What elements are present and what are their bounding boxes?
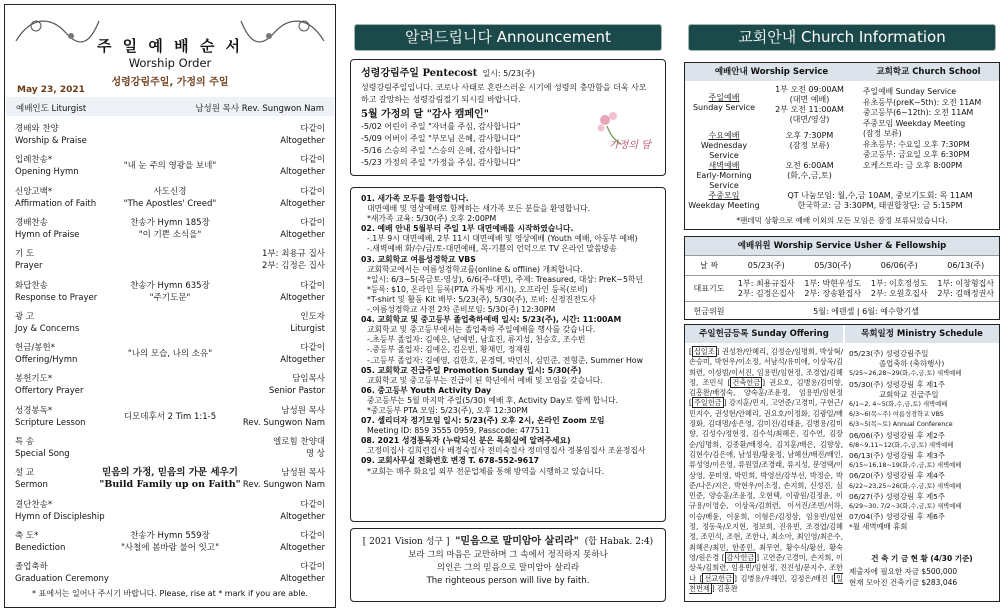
- worship-item: [15, 121, 325, 151]
- worship-item-leader: Liturgist: [290, 323, 325, 334]
- worship-item-leader: 남성원 목사: [281, 468, 325, 479]
- worship-item: [15, 152, 325, 182]
- schedule-item: 6/3~6(목~주) 여름성경학교 VBS: [849, 411, 944, 419]
- vision-label: [ 2021 Vision 성구 ]: [362, 537, 450, 547]
- usher-heading: 예배위원 Worship Service Usher & Fellowship: [685, 237, 999, 255]
- vision-ref: (합 Habak. 2:4): [584, 537, 654, 547]
- building-fund: [849, 553, 995, 588]
- service-name-en: Early-Morning Service: [696, 171, 752, 190]
- church-school-item: 오케스트라: 금 오후 8:00PM: [863, 160, 963, 170]
- announcement-line: -.중등부 졸업자: 김예은, 김은빈, 황재민, 정재원: [367, 345, 531, 355]
- worship-item-leader: 다같이: [300, 530, 325, 541]
- worship-item-leader: 다같이: [300, 280, 325, 291]
- offering-heading: 주일헌금등록 Sunday Offering: [685, 325, 843, 343]
- announcement-heading: 03. 교회학교 여름성경학교 VBS: [361, 254, 476, 264]
- church-school-item: 중고등부(6~12th): 오전 11AM: [863, 108, 974, 117]
- flower-icon: [591, 108, 653, 158]
- schedule-list: [849, 349, 995, 533]
- worship-item: [15, 497, 325, 527]
- church-info-panel: [680, 4, 1004, 608]
- family-month-title: 5월 가정의 달 "감사 캠페인": [361, 109, 489, 120]
- offering-name-list: 김병용/우해민, 김정은/배진: [740, 573, 828, 583]
- schedule-item: 06/20(주) 성령강림 후 제4주: [849, 471, 945, 481]
- worship-item-ko: 입례찬송*: [15, 155, 53, 166]
- service-time: (화,수,금,토): [787, 171, 832, 180]
- worship-item-en: Affirmation of Faith: [15, 198, 97, 209]
- pentecost-date: 일시: 5/23(주): [482, 69, 536, 78]
- worship-item-en: Worship & Praise: [15, 136, 87, 146]
- worship-item: [15, 215, 325, 245]
- pentecost-box: [350, 59, 666, 176]
- worship-item-en: Scripture Lesson: [15, 417, 86, 428]
- offering-box: [684, 324, 1000, 602]
- worship-item-ko: 특 송: [15, 437, 35, 447]
- announcement-panel: [344, 4, 672, 608]
- schedule-item: 06/13(주) 성령강림 후 제3주: [849, 451, 945, 461]
- worship-item-detail: 찬송가 Hymn 635장: [130, 280, 210, 291]
- worship-item-leader: Altogether: [280, 355, 325, 366]
- announcement-line: 대면예배 및 영상예배로 함께하는 새가족 모든 분들을 환영합니다.: [367, 204, 591, 214]
- building-fund-goal: 제출자에 필요한 자금 $500,000: [849, 567, 958, 576]
- pentecost-title: 성령강림주일 Pentecost: [361, 68, 478, 79]
- weekday-name-en: Weekday Meeting: [688, 201, 760, 210]
- worship-item-leader: Rev. Sungwon Nam: [242, 417, 325, 428]
- worship-item-detail: "Build Family up on Faith": [99, 479, 241, 491]
- service-time: (잠정 보류): [789, 141, 830, 150]
- usher-cell: [933, 276, 1000, 302]
- worship-item-en: Hymn of Praise: [15, 229, 80, 240]
- worship-item-leader: Altogether: [280, 136, 325, 146]
- worship-item-leader: Altogether: [280, 292, 325, 303]
- family-month-item: -5/09 어버이 주일 "부모님 은혜, 감사합니다": [361, 134, 521, 143]
- worship-item-en: Sermon: [15, 480, 48, 491]
- service-name-ko: 수요예배: [708, 131, 740, 140]
- offering-name-list: 고연준/고경미, 손지희, 이상욱/김희련, 임용빈/임현정, 진진성/문지수, 조한나: [689, 552, 843, 583]
- usher-col-header: 06/06(주): [866, 256, 933, 276]
- schedule-item: 06/06(주) 성령강림 후 제2주: [849, 430, 945, 440]
- schedule-item: 05/30(주) 성령강림 후 제1주: [849, 379, 945, 389]
- church-info-banner: 교회안내 Church Information: [688, 24, 996, 51]
- worship-item-leader: 엘로힘 찬양대: [273, 437, 325, 447]
- worship-item-en: Benediction: [15, 542, 66, 553]
- service-time: 1부 오전 09:00AM: [775, 85, 844, 94]
- worship-item-en: Joy & Concerns: [15, 323, 80, 334]
- church-school-item: (잠정 보류): [863, 129, 902, 138]
- worship-item-leader: 1부: 최용규 집사: [262, 249, 325, 260]
- worship-item-ko: 봉헌기도*: [15, 374, 53, 385]
- usher-cell: [733, 276, 800, 302]
- worship-item-detail: "나의 모습, 나의 소유": [127, 349, 213, 360]
- worship-item-ko: 화답찬송: [15, 280, 48, 291]
- announcement-heading: 05. 교회학교 진급주일 Promotion Sunday 일시: 5/30(주): [361, 365, 582, 375]
- worship-service-heading: 예배안내 Worship Service: [685, 63, 858, 81]
- liturgist-row: [6, 97, 334, 116]
- worship-item: [15, 434, 325, 464]
- offering-tag: 감사헌금: [726, 552, 755, 562]
- schedule-item: 교회학교 진급주일: [879, 389, 939, 399]
- offering-tag: 주일헌금: [693, 398, 722, 408]
- church-school-item: 유초등부(preK~5th): 오전 11AM: [863, 97, 982, 107]
- worship-item-leader: 다같이: [300, 124, 325, 134]
- schedule-item: 07/04(주) 성령강림 후 제6주: [849, 512, 945, 522]
- announcement-heading: 01. 새가족 모두를 환영합니다.: [361, 194, 469, 203]
- worship-item: [15, 559, 325, 589]
- family-month-item: -5/02 어린이 주일 "자녀를 주심, 감사합니다": [361, 122, 521, 131]
- service-name-en: Wednesday Service: [700, 141, 748, 160]
- schedule-item: *월 새벽예배 휴회: [849, 522, 908, 532]
- schedule-item: 6/8~9,11~12(화,수,금,토) 새벽예배: [849, 441, 954, 449]
- usher-col-header: 05/30(주): [800, 256, 867, 276]
- usher-box: [684, 236, 1000, 320]
- announcement-line: Meeting ID: 859 3555 0959, Passcode: 477511: [367, 426, 550, 436]
- usher-name: 2부: 김정은집사: [737, 288, 795, 298]
- usher-name: 1부: 최용규집사: [737, 278, 795, 288]
- worship-item-leader: 다같이: [300, 155, 325, 166]
- worship-item-en: Prayer: [15, 261, 43, 272]
- service-time: 오후 7:30PM: [785, 131, 834, 140]
- announcement-line: -.1부 9시 대면예배, 2부 11시 대면예배 및 영상예배 (Youth 예배, 아동부 예배): [367, 234, 638, 244]
- vision-title: "믿음으로 말미암아 살리라": [455, 536, 579, 547]
- pandemic-notice: *팬데믹 상황으로 예배 이외의 모든 모임은 잠정 보류되었습니다.: [736, 216, 948, 225]
- worship-item-detail: "사철에 봄바람 불어 잇고": [120, 542, 220, 553]
- church-school-item: 주중모임 Weekday Meeting: [863, 118, 966, 128]
- worship-item: [15, 465, 325, 495]
- worship-item-leader: 다같이: [300, 217, 325, 228]
- usher-name: 2부: 김해정권사: [937, 288, 995, 298]
- worship-item-leader: Senior Pastor: [268, 386, 325, 397]
- pentecost-body: 성령강림주일입니다. 코로나 사태로 혼란스러운 시기에 성령의 충만함을 더욱 사모하고 갈망하는 성령강림절기 되시길 바랍니다.: [361, 83, 647, 104]
- church-school-list: [863, 87, 995, 171]
- worship-item-leader: 다같이: [300, 186, 325, 197]
- usher-name: 2부: 장송환집사: [804, 288, 862, 298]
- worship-item-en: Special Song: [15, 449, 70, 459]
- service-time: (대면 예배): [789, 95, 830, 104]
- worship-item-leader: Altogether: [280, 574, 325, 585]
- worship-item: [15, 278, 325, 308]
- worship-item: [15, 184, 325, 214]
- offering-usher: 5월: 에덴셀 | 6월: 예수향기셀: [733, 302, 999, 322]
- usher-cell: [866, 276, 933, 302]
- announcement-line: *새가족 교육: 5/30(주) 오후 2:00PM: [367, 214, 497, 224]
- worship-item-detail: "주기도문": [149, 292, 191, 303]
- schedule-item: 6/22~23,25~26(화,수,금,토) 새벽예배: [849, 482, 962, 490]
- vision-box: [350, 528, 666, 602]
- worship-item-ko: 졸업축하: [15, 562, 48, 573]
- worship-item: [15, 528, 325, 558]
- building-fund-title: 건 축 기 금 현 황 (4/30 기준): [871, 554, 973, 563]
- schedule-heading: 목회일정 Ministry Schedule: [845, 325, 999, 343]
- church-school-item: 주일예배 Sunday Service: [863, 87, 957, 96]
- church-school-item: 중고등부: 금요일 오후 6:30PM: [863, 150, 970, 159]
- worship-item-detail: 찬송가 Hymn 185장: [130, 217, 210, 228]
- worship-order-panel: [4, 4, 336, 608]
- worship-item-leader: 남성원 목사: [281, 405, 325, 416]
- church-school-item: 유초등부: 수요일 오후 7:30PM: [863, 139, 970, 149]
- worship-item-leader: 다같이: [300, 499, 325, 510]
- worship-item-ko: 광 고: [15, 311, 35, 322]
- offering-name-list: 권성찬/안혜리, 김정순/임명희, 박상혁/손승미, 박현우/이소정, 서남석/유미애, 이상욱/김희련, 이성범/이서진, 임용빈/임현정, 조경엽/김혜정, 조민석: [689, 347, 843, 387]
- offering-name-list: 권요호, 김병용/김미향, 김흥완/배정숙, 양숙훈/조윤정, 임용빈/임현정: [689, 377, 844, 398]
- liturgist-label: 예배인도 Liturgist: [16, 104, 87, 114]
- announcement-line: -.여름성경학교 사전 2차 준비모임: 5/30(주) 12:30PM: [367, 305, 556, 315]
- announcement-heading: 06. 중고등부 Youth Activity Day: [361, 385, 492, 395]
- usher-row-label: 대표기도: [685, 276, 733, 302]
- service-time: (대면/영상): [789, 115, 830, 124]
- offering-tag: 십일조: [693, 347, 715, 356]
- family-month-item: -5/23 가정의 주일 "가정을 주심, 감사합니다": [361, 158, 521, 167]
- offering-tag: 일천번제: [689, 573, 844, 593]
- announcement-heading: 09. 교회사무실 전화번호 변경 T. 678-552-9617: [361, 456, 540, 466]
- service-info-box: [684, 62, 1000, 230]
- worship-item-leader: Altogether: [280, 198, 325, 209]
- service-name-en: Sunday Service: [692, 103, 756, 112]
- order-subtitle: Worship Order: [128, 56, 212, 70]
- usher-col-header: 날 짜: [685, 256, 733, 276]
- schedule-item: 05/23(주) 성령강림주일: [849, 349, 929, 358]
- worship-item-ko: 경배와 찬양: [15, 124, 59, 134]
- liturgist-name: 남성원 목사 Rev. Sungwon Nam: [195, 104, 324, 114]
- worship-item-en: Hymn of Discipleship: [15, 511, 105, 522]
- worship-item-en: Response to Prayer: [15, 292, 98, 303]
- worship-item-leader: 인도자: [300, 311, 325, 322]
- announcement-line: 교회학교에서는 여름성경학교를(online & offline) 개최합니다.: [367, 264, 583, 274]
- worship-item-detail: "내 눈 주의 영광을 보네": [123, 161, 217, 172]
- weekday-time: QT 나눔모임: 월,수,금 10AM, 중보기도회: 목 11AM: [787, 191, 973, 200]
- offering-name-list: 김흥완: [716, 583, 738, 593]
- worship-item-detail: 디모데후서 2 Tim 1:1-5: [123, 411, 217, 422]
- worship-item-leader: 2부: 김정은 집사: [262, 261, 325, 272]
- announcement-line: *일시: 6/3~5(목금토-영상), 6/6(주-대면), 주제: Treasured, 대상: PreK~5학년: [367, 274, 643, 284]
- usher-name: 1부: 이호정성도: [870, 278, 928, 288]
- worship-item-leader: 다같이: [300, 562, 325, 573]
- worship-item: [15, 403, 325, 433]
- worship-item-ko: 헌금/봉헌*: [15, 343, 55, 354]
- offering-tag: 선교헌금: [704, 573, 733, 583]
- announcement-line: *T-shirt 및 활동 Kit 배부: 5/23(주), 5/30(주), 로비: 신정진전도사: [367, 294, 596, 304]
- announcement-line: 고정미집사 김희련집사 배정숙집사 전미숙집사 정미영집사 정봉임집사 조윤정집사: [367, 446, 646, 456]
- worship-item-leader: Rev. Sungwon Nam: [242, 480, 325, 491]
- schedule-item: 5/25~26,28~29(화,수,금,토) 새벽예배: [849, 370, 962, 378]
- announcement-line: 교회학교 및 중고등부에서는 졸업축하 주일예배를 행사를 갖습니다.: [367, 325, 596, 335]
- worship-item-leader: Altogether: [280, 542, 325, 553]
- announcement-heading: 04. 교회학교 및 중고등부 졸업축하예배 일시: 5/23(주), 시간: 11:00AM: [361, 315, 622, 325]
- offering-name-list: 강지훈/민지, 고연준/고경미, 구현근/민지수, 권성현/안혜리, 권요호/이정화, 김광일/배정화, 김대명/송은영, 김미진/김태윤, 김병용/김미향, 김성수/정현정, 김수석/최혜은, 김수연, 김장순/임명희, 김종환/배정숙, 김치훈/배은, 김향상, 김현수/김은애, 남성원/황윤정, 남혜선/배진/배인, 류성영/이은영, 류원열/조경래, 류지성, 문영택/이상영, 문미영, 박민희, 박영선/강부선, 박정순, 박준/나은/지은, 박현우/이소정, 손지희, 신성진, 심민준, 양승훈/조윤정, 오현택, 이광원/김정윤, 이규용/이영순, 이상욱/김희련, 이서진/조빈/서하, 이승/배윤, 이윤희, 이형은/김정삼, 임용빈/임현정, 정동욱/오지현, 정보희, 진유빈, 조경엽/김혜정, 조민석, 조현, 조한나, 최소아, 최인영/최은수, 최혜은/최민, 한종민, 최무연, 황수식/황선, 황숙영/원은경: [689, 398, 843, 562]
- worship-item-ko: 경배찬송: [15, 217, 48, 228]
- vision-en: The righteous person will live by faith.: [426, 576, 590, 586]
- building-fund-current: 현재 모아진 건축기금 $283,046: [849, 578, 958, 587]
- worship-item: [15, 309, 325, 339]
- flower-label: 가정의 달: [609, 140, 651, 151]
- usher-name: 1부: 박현우성도: [804, 278, 862, 288]
- worship-item: [15, 246, 325, 276]
- usher-name: 1부: 이창형집사: [937, 278, 995, 288]
- worship-item-detail: "The Apostles' Creed": [123, 198, 217, 209]
- worship-item: [15, 340, 325, 370]
- announcement-line: -.초등부 졸업자: 김예은, 남예빈, 남효진, 류지성, 천승호, 조수빈: [367, 335, 586, 345]
- worship-item-en: Offertory Prayer: [15, 386, 84, 397]
- usher-col-header: 05/23(주): [733, 256, 800, 276]
- worship-item-ko: 축 도*: [15, 530, 39, 541]
- offering-names: [ 십일조 ] 권성찬/안혜리, 김정순/임명희, 박상혁/손승미, 박현우/이소정, 서남석/유미애, 이상욱/김희련, 이성범/이서진, 임용빈/임현정, 조경엽/김혜정, 조민석 [ 건축헌금 ] 권요호, 김병용/김미향, 김흥완/배정숙, 양숙훈/조윤정, 임용빈/임현정 [ 주일헌금 ] 강지훈/민지, 고연준/고경미, 구현근/민지수, 권성현/안혜리, 권요호/이정화, 김광일/배정화, 김대명/송은영, 김미진/김태윤, 김병용/김미향, 김성수/정현정, 김수석/최혜은, 김수연, 김장순/임명희, 김종환/배정숙, 김치훈/배은, 김향상, 김현수/김은애, 남성원/황윤정, 남혜선/배진/배인, 류성영/이은영, 류원열/조경래, 류지성, 문영택/이상영, 문미영, 박민희, 박영선/강부선, 박정순, 박준/나은/지은, 박현우/이소정, 손지희, 신성진, 심민준, 양승훈/조윤정, 오현택, 이광원/김정윤, 이규용/이영순, 이상욱/김희련, 이서진/조빈/서하, 이승/배윤, 이윤희, 이형은/김정삼, 임용빈/임현정, 정동욱/오지현, 정보희, 진유빈, 조경엽/김혜정, 조민석, 조현, 조한나, 최소아, 최인영/최은수, 최혜은/최민, 한종민, 최무연, 황수식/황선, 황숙영/원은경 [ 감사헌금 ] 고연준/고경미, 손지희, 이상욱/김희련, 임용빈/임현정, 진진성/문지수, 조한나 [ 선교헌금 ] 김병용/우해민, 김정은/배진 [ 일천번제 ] 김흥완: [689, 347, 844, 593]
- schedule-item: 06/27(주) 성령강림 후 제5주: [849, 491, 945, 501]
- worship-item-detail: 믿음의 가정, 믿음의 가문 세우기: [102, 467, 238, 479]
- order-footnote: * 표에서는 일어나 주시기 바랍니다. Please, rise at * mark if you are able.: [32, 589, 308, 598]
- family-month-item: -5/16 스승의 주일 "스승의 은혜, 감사합니다": [361, 146, 521, 155]
- service-name-ko: 새벽예배: [708, 161, 740, 170]
- order-title: 주 일 예 배 순 서: [96, 37, 244, 55]
- service-time: 2부 오전 11:00AM: [775, 105, 844, 114]
- usher-table: [685, 255, 999, 322]
- announcements-list: [350, 187, 666, 522]
- worship-item-leader: 담임목사: [292, 374, 325, 385]
- service-time: 오전 6:00AM: [785, 161, 834, 170]
- announcement-line: 중고등부는 5월 마지막 주일(5/30) 예배 후, Activity Day로 함께 합니다.: [367, 395, 619, 405]
- worship-item-en: Offering/Hymn: [15, 355, 78, 366]
- church-school-heading: 교회학교 Church School: [858, 63, 999, 81]
- schedule-item: 6/3~5(목~토) Annual Conference: [849, 421, 953, 429]
- worship-item-ko: 성경봉독*: [15, 405, 53, 416]
- worship-item-leader: 다같이: [300, 343, 325, 354]
- announcement-line: 교회학교 및 중고등부는 진급이 된 학년에서 예배 및 모임을 갖습니다.: [367, 375, 603, 385]
- schedule-item: 6/29~30, 7/2~3(화,수,금,토) 새벽예배: [849, 503, 962, 511]
- worship-item-ko: 신앙고백*: [15, 186, 53, 197]
- worship-item-en: Graduation Ceremony: [15, 574, 109, 585]
- announcement-banner: 알려드립니다 Announcement: [354, 24, 662, 51]
- worship-item-ko: 기 도: [15, 249, 35, 260]
- announcement-heading: 02. 예배 안내 5월부터 주일 1부 대면예배를 시작하였습니다.: [361, 224, 574, 234]
- order-date: May 23, 2021: [17, 85, 85, 95]
- weekday-time: 한국학교: 금 3:30PM, 태권합창단: 금 5:15PM: [797, 201, 963, 210]
- worship-item-ko: 결단찬송*: [15, 499, 53, 510]
- usher-cell: [800, 276, 867, 302]
- worship-item-detail: "이 기쁜 소식을": [138, 229, 202, 240]
- announcement-heading: 07. 셀리더자 정기모임 일시: 5/23(주) 오후 2시, 온라인 Zoom 모임: [361, 416, 605, 426]
- worship-item: [15, 371, 325, 401]
- announcement-line: -.새벽예배 화/수/금/토-대면예배, 목-기쁨의 언덕으로 TV 온라인 말씀방송: [367, 244, 617, 254]
- schedule-item: 졸업축하 (축하행사): [879, 359, 945, 369]
- worship-item-leader: Altogether: [280, 511, 325, 522]
- weekday-name-ko: 주중모임: [708, 191, 740, 200]
- offering-tag: 건축헌금: [732, 377, 761, 387]
- worship-item-detail: 사도신경: [153, 186, 187, 197]
- announcement-line: *교회는 매주 화요일 외부 전문업체를 통해 방역을 시행하고 있습니다.: [367, 466, 605, 476]
- worship-item-en: Opening Hymn: [15, 167, 79, 178]
- usher-name: 2부: 오원호집사: [870, 288, 928, 298]
- worship-item-detail: 찬송가 Hymn 559장: [130, 530, 210, 541]
- worship-item-ko: 설 교: [15, 468, 35, 479]
- schedule-item: 6/1~2, 4~5(화,수,금,토) 새벽예배: [849, 401, 948, 409]
- announcement-line: -.고등부 졸업자: 김예영, 김한호, 문경택, 박민식, 심민준, 전형준, Summer How: [367, 355, 643, 365]
- worship-item-leader: Altogether: [280, 229, 325, 240]
- announcement-line: *등록: $10, 온라인 등록(PTA 카톡방 게시), 오프라인 등록(로비): [367, 284, 588, 294]
- usher-col-header: 06/13(주): [933, 256, 1000, 276]
- announcement-line: *중고등부 PTA 모임: 5/23(주), 오후 12:30PM: [367, 405, 528, 415]
- vision-ko-2: 의인은 그의 믿음으로 말미암아 살리라: [436, 563, 580, 573]
- usher-row-label: 헌금위원: [685, 302, 733, 322]
- order-theme: 성령강림주일, 가정의 주일: [111, 77, 229, 88]
- schedule-item: 6/15~16,18~19(화,수,금,토) 새벽예배: [849, 462, 962, 470]
- service-name-ko: 주일예배: [708, 93, 740, 102]
- vision-ko-1: 보라 그의 마음은 교만하며 그 속에서 정직하지 못하나: [408, 550, 608, 560]
- worship-item-leader: Altogether: [280, 167, 325, 178]
- worship-item-leader: 명 상: [305, 449, 325, 459]
- announcement-heading: 08. 2021 성경통독자 (누락되신 분은 목회실에 알려주세요): [361, 436, 571, 446]
